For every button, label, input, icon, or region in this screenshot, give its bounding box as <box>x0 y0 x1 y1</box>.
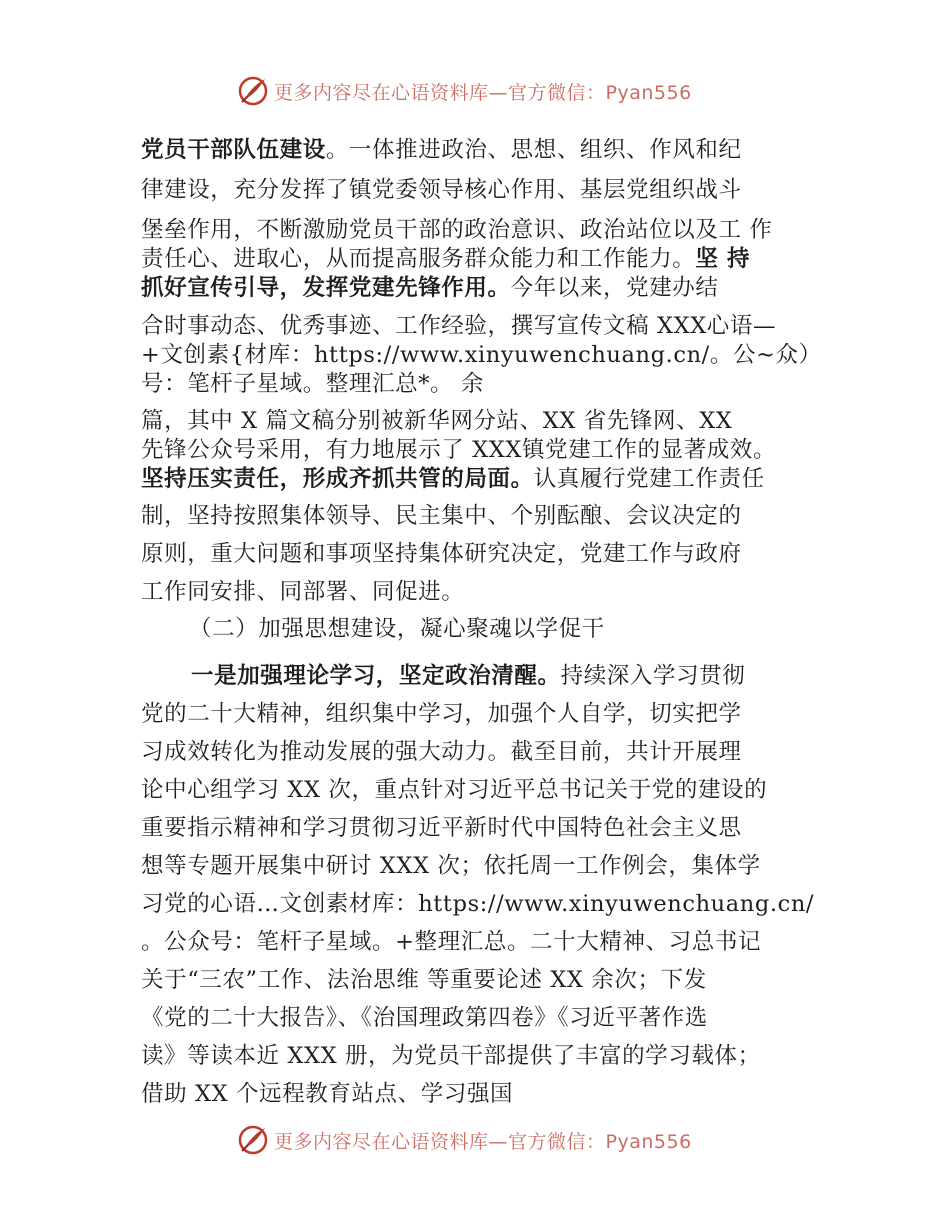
text-line: 。公众号：笔杆子星域。+整理汇总。二十大精神、习总书记 <box>141 929 762 955</box>
text-run: 认真履行党建工作责任 <box>533 466 765 492</box>
text-line: 号：笔杆子星域。整理汇总*。 余 <box>141 371 485 397</box>
text-line <box>191 658 745 690</box>
text-line: 律建设，充分发挥了镇党委领导核心作用、基层党组织战斗 <box>141 177 742 203</box>
text-line: 制，坚持按照集体领导、民主集中、个别酝酿、会议决定的 <box>141 503 742 529</box>
text-line: 习党的心语…文创素材库：https://www.xinyuwenchuang.cn/ <box>141 891 815 917</box>
feather-pen-logo-icon <box>236 1123 270 1157</box>
text-line: +文创素{材库：https://www.xinyuwenchuang.cn/。公~众） <box>141 342 822 368</box>
text-line: 先锋公众号采用，有力地展示了 XXX镇党建工作的显著成效。 <box>141 437 777 463</box>
text-line <box>141 461 765 493</box>
text-line: 篇，其中 X 篇文稿分别被新华网分站、XX 省先锋网、XX <box>141 408 733 434</box>
text-line: 习成效转化为推动发展的强大动力。截至目前，共计开展理 <box>141 739 742 765</box>
text-line: 《党的二十大报告》、《治国理政第四卷》《习近平著作选 <box>141 1005 708 1031</box>
section-heading: （二）加强思想建设，凝心聚魂以学促干 <box>189 616 605 642</box>
text-run: 今年以来，党建办结 <box>510 275 719 301</box>
text-line: 堡垒作用，不断激励党员干部的政治意识、政治站位以及工 作 <box>141 217 773 243</box>
bold-heading: 党员干部队伍建设 <box>141 137 326 163</box>
text-line: 合时事动态、优秀事迹、工作经验，撰写宣传文稿 XXX心语— <box>141 313 777 339</box>
bold-heading: 一是加强理论学习，坚定政治清醒。 <box>191 663 561 689</box>
bold-heading: 抓好宣传引导，发挥党建先锋作用。 <box>141 275 511 301</box>
banner-text: 更多内容尽在心语资料库—官方微信：Pyan556 <box>274 81 692 104</box>
text-line: 论中心组学习 XX 次，重点针对习近平总书记关于党的建设的 <box>141 777 768 803</box>
text-line: 党的二十大精神，组织集中学习，加强个人自学，切实把学 <box>141 701 742 727</box>
text-line <box>141 270 719 302</box>
feather-pen-logo-icon <box>236 74 270 108</box>
text-line: 读》等读本近 XXX 册，为党员干部提供了丰富的学习载体； <box>141 1043 761 1069</box>
banner-text: 更多内容尽在心语资料库—官方微信：Pyan556 <box>274 1130 692 1153</box>
text-line: 想等专题开展集中研讨 XXX 次；依托周一工作例会，集体学 <box>141 853 761 879</box>
text-line: 借助 XX 个远程教育站点、学习强国 <box>141 1081 514 1107</box>
header-banner <box>236 73 716 109</box>
text-line: 重要指示精神和学习贯彻习近平新时代中国特色社会主义思 <box>141 815 742 841</box>
text-line: 关于“三农”工作、法治思维 等重要论述 XX 余次；下发 <box>141 967 707 993</box>
text-line <box>141 132 742 164</box>
text-line: 工作同安排、同部署、同促进。 <box>141 579 465 605</box>
bold-heading: 坚持压实责任，形成齐抓共管的局面。 <box>141 466 534 492</box>
text-line: 原则，重大问题和事项坚持集体研究决定，党建工作与政府 <box>141 541 742 567</box>
bold-heading: 坚 持 <box>695 246 751 272</box>
text-run: 责任心、进取心，从而提高服务群众能力和工作能力。 <box>141 246 696 272</box>
text-run: 持续深入学习贯彻 <box>560 663 746 689</box>
text-run: 。一体推进政治、思想、组织、作风和纪 <box>325 137 742 163</box>
footer-banner <box>236 1122 716 1158</box>
text-line <box>141 241 750 273</box>
